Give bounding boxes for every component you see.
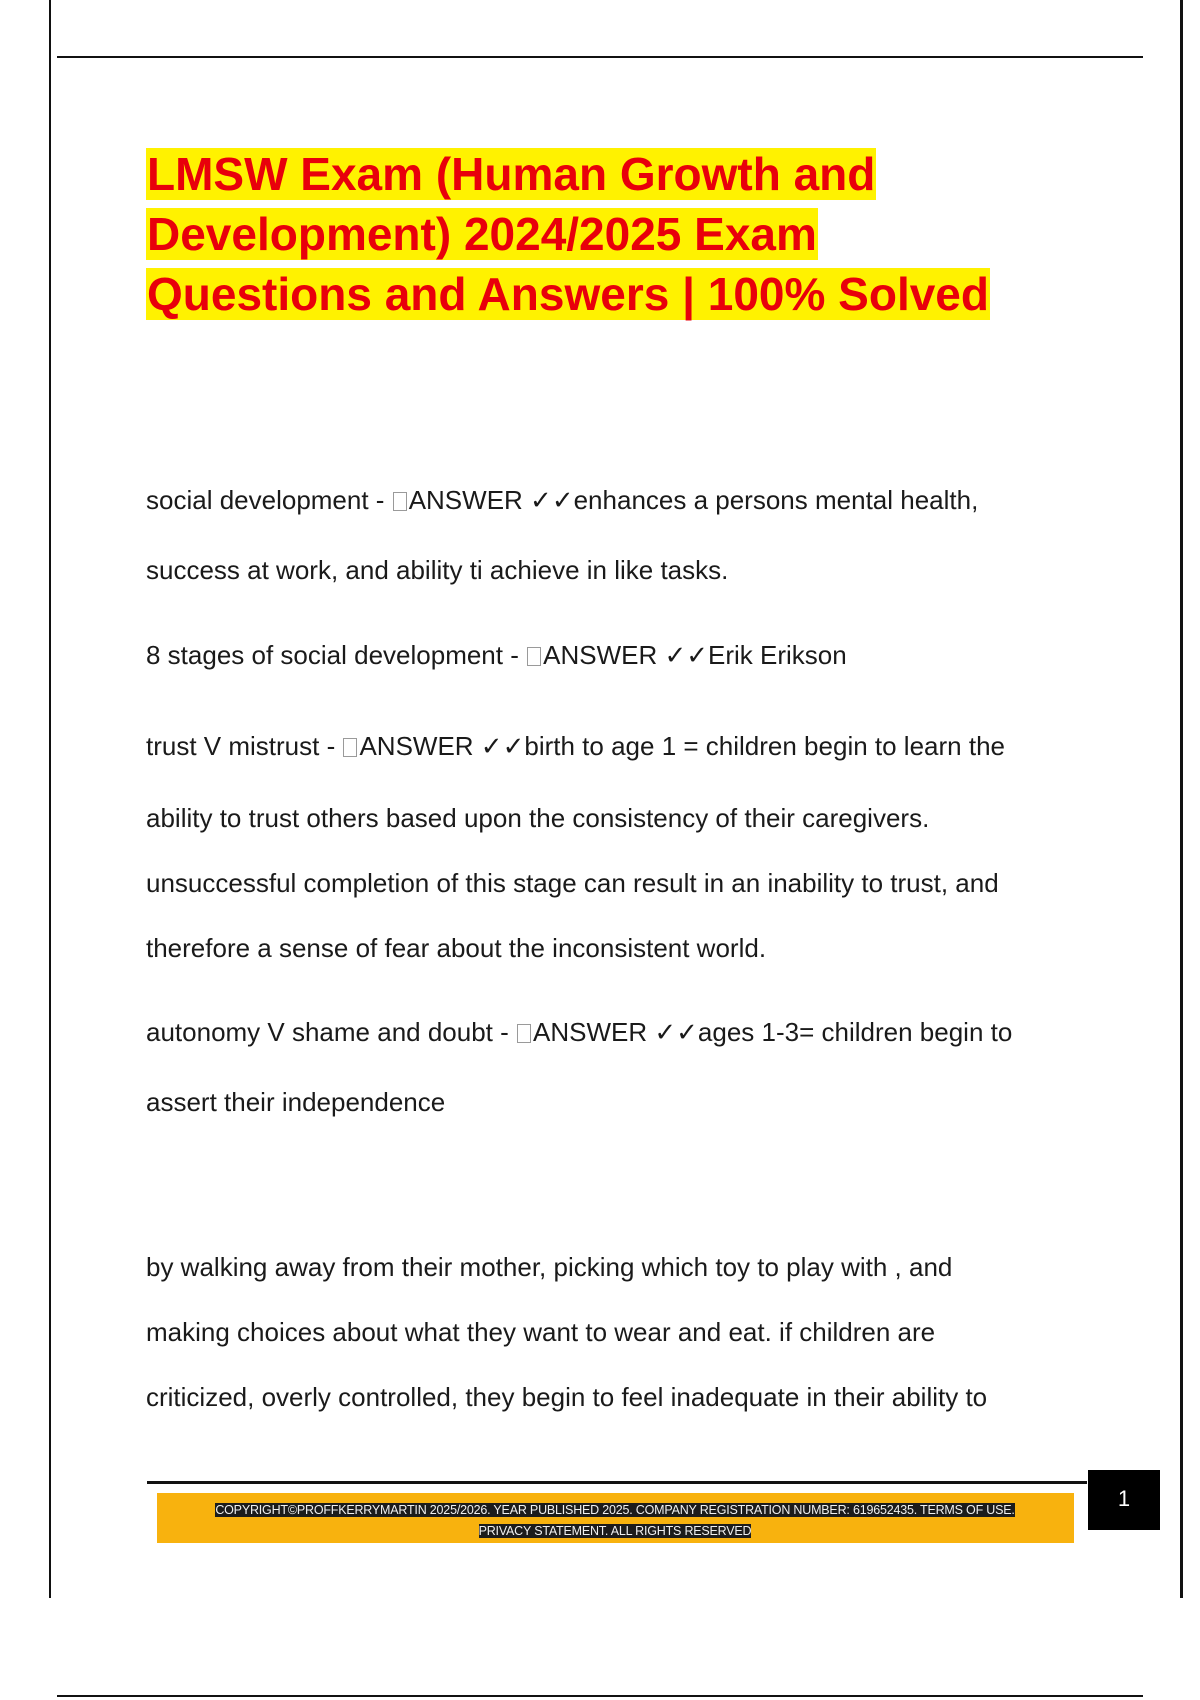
qa-line: therefore a sense of fear about the inconsistent world. [146,933,767,963]
document-title [146,144,1086,324]
answer-text: ANSWER ✓✓Erik Erikson [543,640,847,670]
page-border-left [49,0,51,1598]
page-number: 1 [1088,1470,1160,1530]
question-text: 8 stages of social development - [146,640,527,670]
answer-text: ANSWER ✓✓enhances a persons mental health, [408,485,979,515]
copyright-line: PRIVACY STATEMENT. ALL RIGHTS RESERVED [478,1524,752,1538]
next-page-rule [57,1695,1143,1697]
answer-text: ANSWER ✓✓birth to age 1 = children begin to learn the [359,731,1005,761]
qa-block [146,485,978,585]
qa-line: criticized, overly controlled, they begin to feel inadequate in their ability to [146,1382,988,1412]
qa-line: ability to trust others based upon the consistency of their caregivers. [146,803,930,833]
qa-line: unsuccessful completion of this stage can result in an inability to trust, and [146,868,999,898]
copyright-notice [170,1500,1060,1542]
qa-block [146,1252,987,1412]
qa-line [146,731,1005,761]
missing-glyph-icon [527,647,541,666]
qa-line [146,1017,1012,1047]
qa-line: success at work, and ability ti achieve in like tasks. [146,555,729,585]
page-border-right [1180,0,1183,1598]
qa-line: making choices about what they want to wear and eat. if children are [146,1317,936,1347]
question-text: autonomy V shame and doubt - [146,1017,517,1047]
qa-line: by walking away from their mother, picking which toy to play with , and [146,1252,953,1282]
qa-line [146,485,978,515]
title-line: LMSW Exam (Human Growth and [147,148,876,200]
copyright-line: COPYRIGHT©PROFFKERRYMARTIN 2025/2026. YEAR PUBLISHED 2025. COMPANY REGISTRATION NUMBER: 619652435. TERMS OF USE. [215,1503,1015,1517]
missing-glyph-icon [393,492,407,511]
header-rule [57,56,1143,58]
missing-glyph-icon [517,1024,531,1043]
title-line: Questions and Answers | 100% Solved [147,268,989,320]
qa-block [146,640,847,670]
answer-text: ANSWER ✓✓ages 1-3= children begin to [533,1017,1013,1047]
qa-block [146,731,1005,963]
question-text: social development - [146,485,392,515]
qa-block [146,1017,1012,1117]
question-text: trust V mistrust - [146,731,343,761]
title-line: Development) 2024/2025 Exam [147,208,817,260]
missing-glyph-icon [343,738,357,757]
footer-rule [147,1481,1087,1484]
qa-line: assert their independence [146,1087,446,1117]
qa-line [146,640,847,670]
